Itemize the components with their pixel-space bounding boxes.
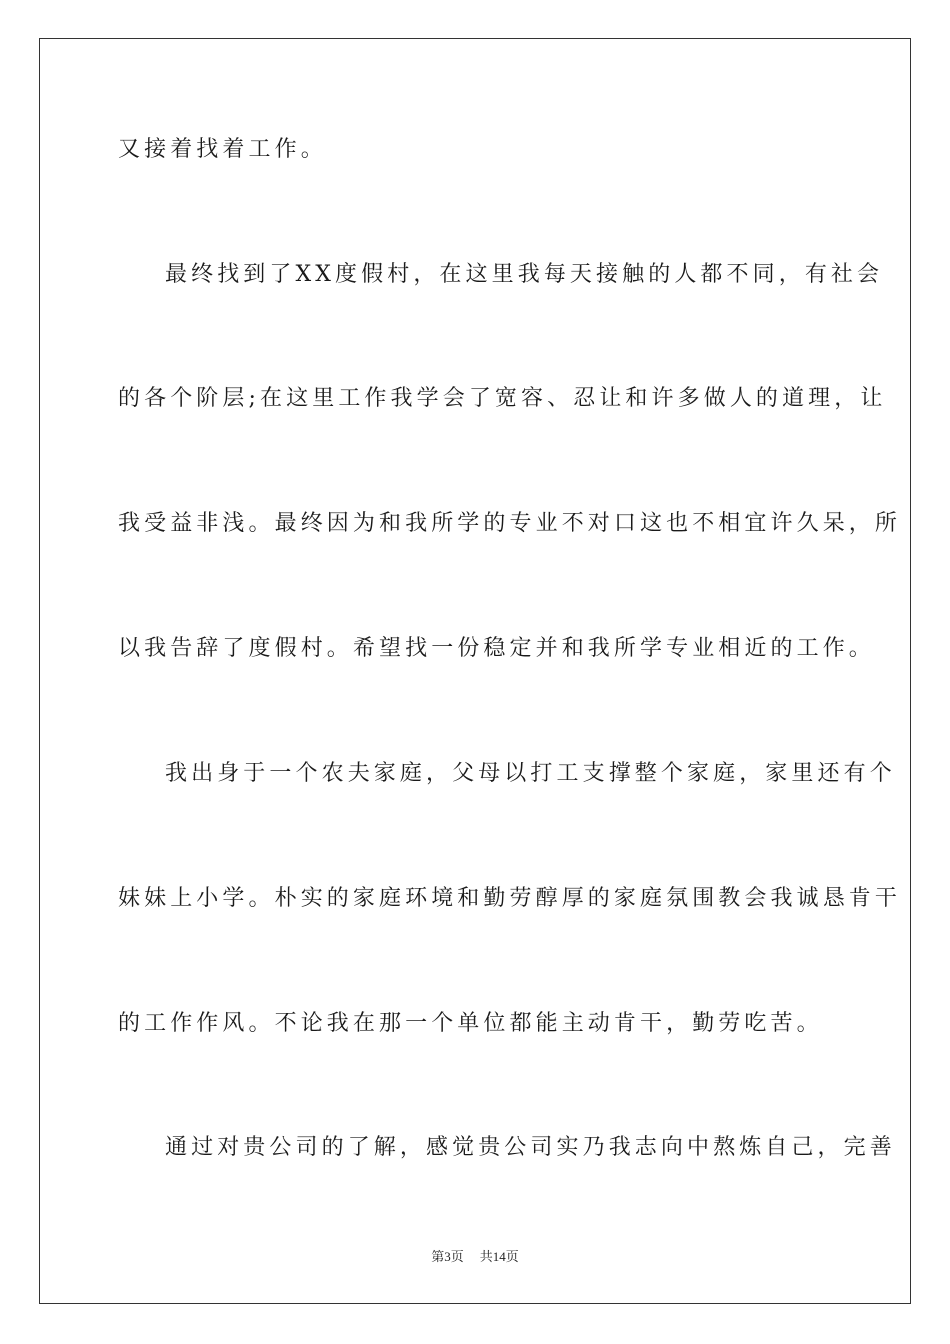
page-border (39, 38, 911, 1304)
text-line-7: 妹妹上小学。朴实的家庭环境和勤劳醇厚的家庭氛围教会我诚恳肯干 (118, 886, 902, 911)
text-line-4: 我受益非浅。最终因为和我所学的专业不对口这也不相宜许久呆，所 (118, 511, 902, 536)
text-line-6: 我出身于一个农夫家庭，父母以打工支撑整个家庭，家里还有个 (165, 761, 896, 786)
text-line-1: 又接着找着工作。 (118, 137, 327, 162)
text-line-8: 的工作作风。不论我在那一个单位都能主动肯干，勤劳吃苦。 (118, 1011, 823, 1036)
total-pages: 共14页 (479, 1249, 519, 1264)
page-footer (0, 1248, 950, 1266)
text-line-3: 的各个阶层;在这里工作我学会了宽容、忍让和许多做人的道理，让 (118, 386, 887, 411)
text-line-2: 最终找到了XX度假村，在这里我每天接触的人都不同，有社会 (165, 262, 884, 287)
text-line-9: 通过对贵公司的了解，感觉贵公司实乃我志向中熬炼自己，完善 (165, 1135, 896, 1160)
page-number: 第3页 (431, 1249, 464, 1264)
text-line-5: 以我告辞了度假村。希望找一份稳定并和我所学专业相近的工作。 (118, 636, 875, 661)
